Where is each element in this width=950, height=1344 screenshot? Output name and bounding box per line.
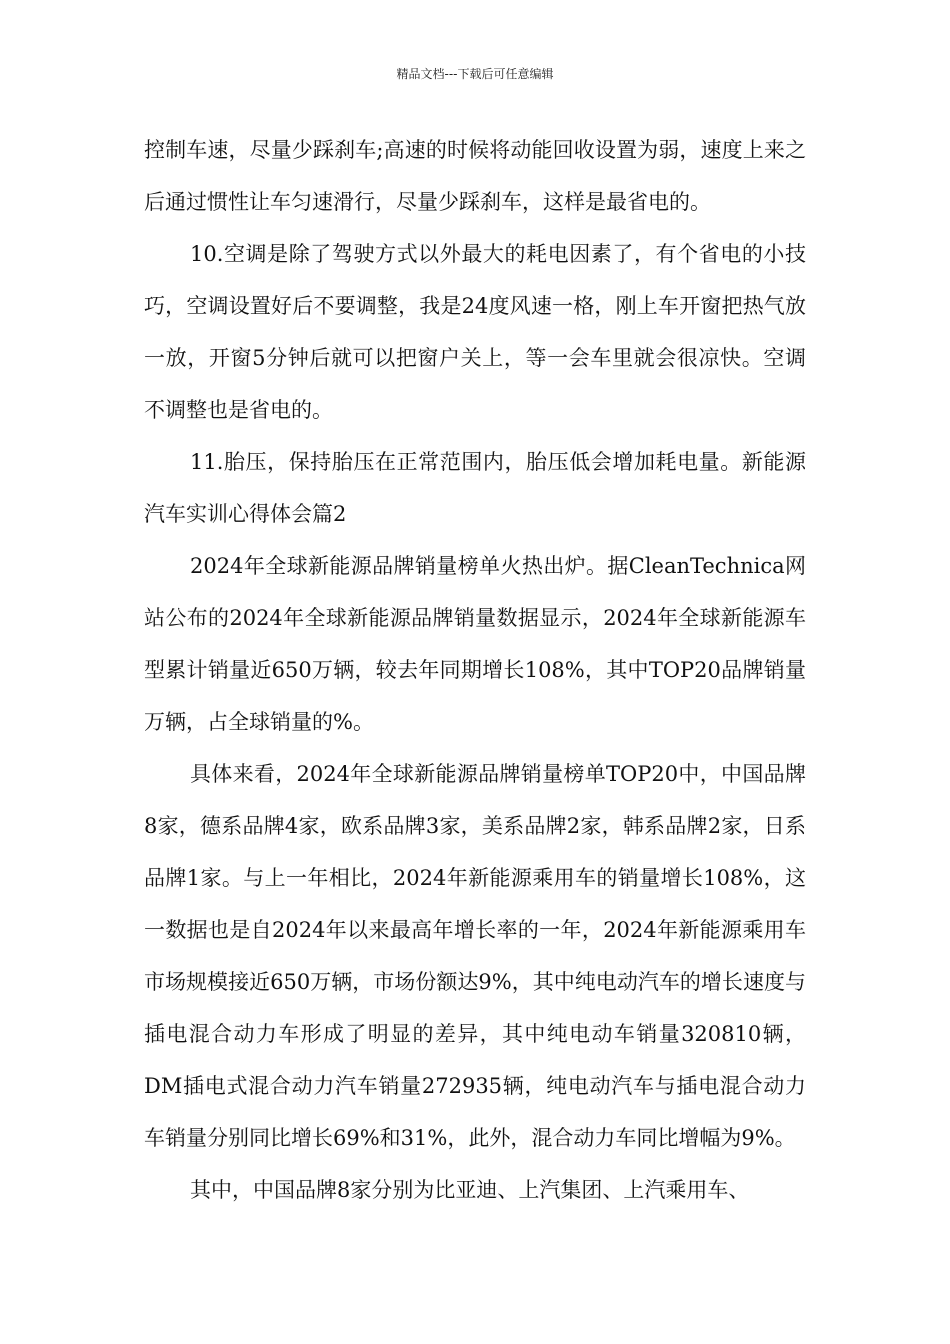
paragraph-air-conditioning: 10.空调是除了驾驶方式以外最大的耗电因素了，有个省电的小技巧，空调设置好后不要调整，我是24度风速一格，刚上车开窗把热气放一放，开窗5分钟后就可以把窗户关上，等一会车里就会很凉快。空调不调整也是省电的。: [144, 242, 806, 422]
paragraph-chinese-brands: 其中，中国品牌8家分别为比亚迪、上汽集团、上汽乘用车、: [190, 1178, 750, 1202]
page-header: 精品文档---下载后可任意编辑: [396, 67, 554, 81]
paragraph-tire-pressure: 11.胎压，保持胎压在正常范围内，胎压低会增加耗电量。新能源汽车实训心得体会篇2: [144, 450, 806, 526]
paragraph-global-sales: 2024年全球新能源品牌销量榜单火热出炉。据CleanTechnica网站公布的2024年全球新能源品牌销量数据显示，2024年全球新能源车型累计销量近650万辆，较去年同期增长108%，其中TOP20品牌销量万辆，占全球销量的%。: [144, 554, 806, 734]
paragraph-driving-tip: 控制车速，尽量少踩刹车;高速的时候将动能回收设置为弱，速度上来之后通过惯性让车匀速滑行，尽量少踩刹车，这样是最省电的。: [144, 138, 806, 214]
paragraph-brand-breakdown: 具体来看，2024年全球新能源品牌销量榜单TOP20中，中国品牌8家，德系品牌4家，欧系品牌3家，美系品牌2家，韩系品牌2家，日系品牌1家。与上一年相比，2024年新能源乘用车的销量增长108%，这一数据也是自2024年以来最高年增长率的一年，2024年新能源乘用车市场规模接近650万辆，市场份额达9%，其中纯电动汽车的增长速度与插电混合动力车形成了明显的差异，其中纯电动车销量320810辆，DM插电式混合动力汽车销量272935辆，纯电动汽车与插电混合动力车销量分别同比增长69%和31%，此外，混合动力车同比增幅为9%。: [144, 762, 806, 1150]
document-body: [144, 124, 806, 1216]
